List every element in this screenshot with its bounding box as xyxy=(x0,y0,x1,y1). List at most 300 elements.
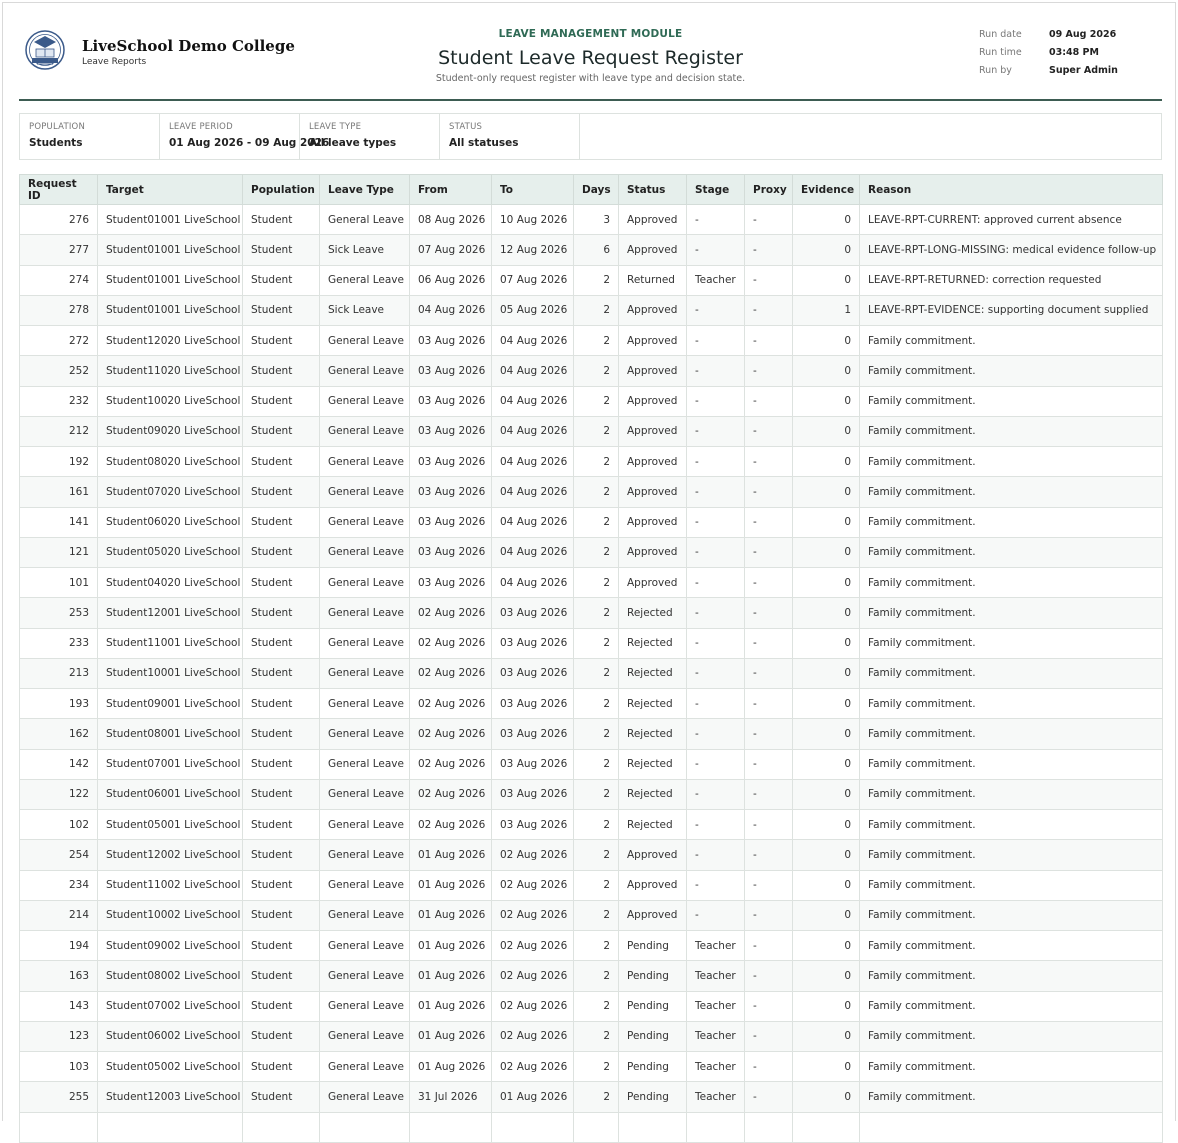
column-header-leave-type: Leave Type xyxy=(320,175,410,205)
cell-status: Rejected xyxy=(619,689,687,719)
cell-reason: Family commitment. xyxy=(860,719,1163,749)
filter-leave-type xyxy=(300,114,440,159)
cell-request-id: 103 xyxy=(20,1052,98,1082)
cell-to: 04 Aug 2026 xyxy=(492,326,574,356)
filter-label: LEAVE TYPE xyxy=(309,122,362,132)
cell-days: 2 xyxy=(574,931,619,961)
cell-days: 2 xyxy=(574,326,619,356)
cell-proxy: - xyxy=(745,477,793,507)
cell-request-id: 162 xyxy=(20,719,98,749)
table-row[interactable] xyxy=(20,900,1163,930)
cell-evidence: 0 xyxy=(793,749,860,779)
cell-to: 04 Aug 2026 xyxy=(492,356,574,386)
cell-stage: Teacher xyxy=(687,931,745,961)
table-row[interactable] xyxy=(20,447,1163,477)
cell-proxy: - xyxy=(745,235,793,265)
cell-reason: Family commitment. xyxy=(860,658,1163,688)
cell-population: Student xyxy=(243,658,320,688)
cell-target: Student12001 LiveSchool xyxy=(98,598,243,628)
cell-status: Approved xyxy=(619,326,687,356)
cell-evidence: 1 xyxy=(793,295,860,325)
cell-to: 02 Aug 2026 xyxy=(492,961,574,991)
cell-stage: - xyxy=(687,386,745,416)
cell-stage: Teacher xyxy=(687,1052,745,1082)
cell-request-id: 272 xyxy=(20,326,98,356)
cell-evidence: 0 xyxy=(793,205,860,235)
cell-proxy: - xyxy=(745,416,793,446)
cell-stage: - xyxy=(687,477,745,507)
cell-to: 04 Aug 2026 xyxy=(492,386,574,416)
cell-to: 10 Aug 2026 xyxy=(492,205,574,235)
cell-population: Student xyxy=(243,265,320,295)
cell-reason: Family commitment. xyxy=(860,1082,1163,1112)
cell-reason xyxy=(860,1112,1163,1142)
cell-population: Student xyxy=(243,810,320,840)
table-row[interactable] xyxy=(20,1082,1163,1112)
cell-request-id: 274 xyxy=(20,265,98,295)
cell-stage: - xyxy=(687,810,745,840)
cell-from: 07 Aug 2026 xyxy=(410,235,492,265)
cell-request-id: 142 xyxy=(20,749,98,779)
cell-from: 06 Aug 2026 xyxy=(410,265,492,295)
cell-population: Student xyxy=(243,628,320,658)
cell-evidence: 0 xyxy=(793,386,860,416)
cell-days: 3 xyxy=(574,205,619,235)
cell-status: Rejected xyxy=(619,779,687,809)
cell-to: 02 Aug 2026 xyxy=(492,870,574,900)
cell-from: 01 Aug 2026 xyxy=(410,1052,492,1082)
table-row[interactable] xyxy=(20,386,1163,416)
cell-days: 6 xyxy=(574,235,619,265)
table-header-row xyxy=(20,175,1163,205)
cell-population: Student xyxy=(243,235,320,265)
cell-from: 03 Aug 2026 xyxy=(410,537,492,567)
cell-population: Student xyxy=(243,447,320,477)
report-header xyxy=(19,3,1162,101)
cell-target: Student07020 LiveSchool xyxy=(98,477,243,507)
column-header-evidence: Evidence xyxy=(793,175,860,205)
cell-days: 2 xyxy=(574,447,619,477)
cell-proxy: - xyxy=(745,870,793,900)
column-header-stage: Stage xyxy=(687,175,745,205)
cell-target: Student06001 LiveSchool xyxy=(98,779,243,809)
cell-reason: LEAVE-RPT-LONG-MISSING: medical evidence follow-up xyxy=(860,235,1163,265)
cell-target: Student10020 LiveSchool xyxy=(98,386,243,416)
cell-stage: - xyxy=(687,719,745,749)
table-row[interactable] xyxy=(20,416,1163,446)
cell-reason: LEAVE-RPT-EVIDENCE: supporting document supplied xyxy=(860,295,1163,325)
column-header-population: Population xyxy=(243,175,320,205)
cell-evidence: 0 xyxy=(793,235,860,265)
table-row[interactable] xyxy=(20,628,1163,658)
filter-value: Students xyxy=(29,137,83,149)
cell-evidence: 0 xyxy=(793,779,860,809)
cell-target: Student01001 LiveSchool xyxy=(98,265,243,295)
column-header-from: From xyxy=(410,175,492,205)
cell-stage: Teacher xyxy=(687,265,745,295)
table-row[interactable] xyxy=(20,719,1163,749)
cell-stage xyxy=(687,1112,745,1142)
cell-stage: - xyxy=(687,356,745,386)
cell-population: Student xyxy=(243,537,320,567)
table-row[interactable] xyxy=(20,840,1163,870)
cell-leave-type: General Leave xyxy=(320,658,410,688)
table-row[interactable] xyxy=(20,205,1163,235)
cell-proxy: - xyxy=(745,1082,793,1112)
table-row[interactable] xyxy=(20,658,1163,688)
cell-request-id: 232 xyxy=(20,386,98,416)
table-row[interactable] xyxy=(20,1052,1163,1082)
cell-request-id: 123 xyxy=(20,1021,98,1051)
cell-proxy: - xyxy=(745,810,793,840)
cell-target: Student06020 LiveSchool xyxy=(98,507,243,537)
cell-reason: Family commitment. xyxy=(860,447,1163,477)
filter-population xyxy=(20,114,160,159)
cell-from: 03 Aug 2026 xyxy=(410,386,492,416)
cell-leave-type: General Leave xyxy=(320,749,410,779)
column-header-request-id: Request ID xyxy=(20,175,98,205)
report-category: Leave Reports xyxy=(82,57,147,67)
cell-to: 04 Aug 2026 xyxy=(492,447,574,477)
table-row[interactable] xyxy=(20,961,1163,991)
cell-reason: Family commitment. xyxy=(860,870,1163,900)
cell-request-id: 277 xyxy=(20,235,98,265)
meta-label: Run time xyxy=(979,47,1022,58)
cell-reason: Family commitment. xyxy=(860,689,1163,719)
column-header-days: Days xyxy=(574,175,619,205)
cell-status: Approved xyxy=(619,507,687,537)
cell-population: Student xyxy=(243,1021,320,1051)
cell-days: 2 xyxy=(574,477,619,507)
cell-proxy: - xyxy=(745,447,793,477)
cell-from: 01 Aug 2026 xyxy=(410,1021,492,1051)
cell-leave-type: General Leave xyxy=(320,568,410,598)
meta-run-by xyxy=(979,65,1118,83)
cell-request-id: 101 xyxy=(20,568,98,598)
cell-leave-type: General Leave xyxy=(320,779,410,809)
table-row[interactable] xyxy=(20,749,1163,779)
cell-stage: - xyxy=(687,416,745,446)
cell-reason: Family commitment. xyxy=(860,507,1163,537)
cell-status xyxy=(619,1112,687,1142)
filter-value: 01 Aug 2026 - 09 Aug 2026 xyxy=(169,137,330,149)
cell-request-id: 214 xyxy=(20,900,98,930)
filter-summary xyxy=(19,113,1162,160)
cell-to: 03 Aug 2026 xyxy=(492,719,574,749)
cell-target: Student04020 LiveSchool xyxy=(98,568,243,598)
cell-stage: Teacher xyxy=(687,991,745,1021)
cell-status: Approved xyxy=(619,205,687,235)
cell-proxy: - xyxy=(745,779,793,809)
cell-to: 07 Aug 2026 xyxy=(492,265,574,295)
column-header-proxy: Proxy xyxy=(745,175,793,205)
cell-reason: Family commitment. xyxy=(860,326,1163,356)
cell-request-id: 121 xyxy=(20,537,98,567)
cell-days: 2 xyxy=(574,507,619,537)
cell-stage: - xyxy=(687,598,745,628)
cell-stage: - xyxy=(687,658,745,688)
cell-evidence: 0 xyxy=(793,628,860,658)
cell-status: Rejected xyxy=(619,628,687,658)
cell-evidence: 0 xyxy=(793,447,860,477)
table-row[interactable] xyxy=(20,779,1163,809)
table-row[interactable] xyxy=(20,1021,1163,1051)
cell-from: 02 Aug 2026 xyxy=(410,598,492,628)
cell-stage: - xyxy=(687,235,745,265)
table-row[interactable] xyxy=(20,598,1163,628)
table-row[interactable] xyxy=(20,477,1163,507)
cell-target: Student05001 LiveSchool xyxy=(98,810,243,840)
cell-population: Student xyxy=(243,386,320,416)
cell-from: 03 Aug 2026 xyxy=(410,477,492,507)
column-header-to: To xyxy=(492,175,574,205)
cell-reason: Family commitment. xyxy=(860,779,1163,809)
cell-request-id: 122 xyxy=(20,779,98,809)
cell-reason: Family commitment. xyxy=(860,386,1163,416)
cell-reason: Family commitment. xyxy=(860,961,1163,991)
cell-to: 04 Aug 2026 xyxy=(492,537,574,567)
cell-request-id xyxy=(20,1112,98,1142)
cell-evidence: 0 xyxy=(793,1021,860,1051)
table-body xyxy=(20,205,1163,1143)
column-header-target: Target xyxy=(98,175,243,205)
cell-to: 04 Aug 2026 xyxy=(492,568,574,598)
filter-value: All leave types xyxy=(309,137,397,149)
meta-value: 09 Aug 2026 xyxy=(1049,29,1117,40)
cell-target: Student10002 LiveSchool xyxy=(98,900,243,930)
cell-leave-type: Sick Leave xyxy=(320,235,410,265)
cell-leave-type: General Leave xyxy=(320,991,410,1021)
cell-to: 04 Aug 2026 xyxy=(492,416,574,446)
cell-population: Student xyxy=(243,870,320,900)
cell-request-id: 163 xyxy=(20,961,98,991)
cell-status: Rejected xyxy=(619,598,687,628)
cell-population: Student xyxy=(243,1082,320,1112)
cell-status: Approved xyxy=(619,295,687,325)
cell-days: 2 xyxy=(574,568,619,598)
cell-reason: Family commitment. xyxy=(860,991,1163,1021)
cell-leave-type: General Leave xyxy=(320,265,410,295)
cell-population xyxy=(243,1112,320,1142)
cell-to: 02 Aug 2026 xyxy=(492,900,574,930)
cell-leave-type: General Leave xyxy=(320,507,410,537)
table-row[interactable] xyxy=(20,507,1163,537)
table-row[interactable] xyxy=(20,326,1163,356)
cell-evidence: 0 xyxy=(793,961,860,991)
cell-status: Approved xyxy=(619,447,687,477)
cell-days: 2 xyxy=(574,961,619,991)
cell-from: 01 Aug 2026 xyxy=(410,931,492,961)
cell-leave-type: General Leave xyxy=(320,537,410,567)
cell-proxy: - xyxy=(745,598,793,628)
cell-population: Student xyxy=(243,689,320,719)
cell-stage: - xyxy=(687,295,745,325)
table-row[interactable] xyxy=(20,810,1163,840)
cell-from: 08 Aug 2026 xyxy=(410,205,492,235)
cell-leave-type: General Leave xyxy=(320,840,410,870)
cell-stage: - xyxy=(687,900,745,930)
cell-proxy: - xyxy=(745,991,793,1021)
cell-population: Student xyxy=(243,568,320,598)
cell-from: 03 Aug 2026 xyxy=(410,416,492,446)
cell-request-id: 213 xyxy=(20,658,98,688)
page-title: Student Leave Request Register xyxy=(438,47,743,69)
cell-target: Student01001 LiveSchool xyxy=(98,205,243,235)
cell-days: 2 xyxy=(574,598,619,628)
cell-leave-type: General Leave xyxy=(320,416,410,446)
meta-value: Super Admin xyxy=(1049,65,1118,76)
cell-stage: - xyxy=(687,628,745,658)
cell-to: 03 Aug 2026 xyxy=(492,658,574,688)
cell-population: Student xyxy=(243,719,320,749)
cell-leave-type: General Leave xyxy=(320,961,410,991)
meta-run-time xyxy=(979,47,1118,65)
meta-label: Run by xyxy=(979,65,1012,76)
table-row[interactable] xyxy=(20,1112,1163,1142)
cell-stage: - xyxy=(687,507,745,537)
cell-status: Approved xyxy=(619,416,687,446)
cell-days: 2 xyxy=(574,1021,619,1051)
cell-to: 03 Aug 2026 xyxy=(492,749,574,779)
cell-proxy: - xyxy=(745,326,793,356)
cell-from: 02 Aug 2026 xyxy=(410,628,492,658)
cell-evidence: 0 xyxy=(793,477,860,507)
cell-from: 01 Aug 2026 xyxy=(410,961,492,991)
meta-value: 03:48 PM xyxy=(1049,47,1099,58)
cell-days xyxy=(574,1112,619,1142)
table-row[interactable] xyxy=(20,991,1163,1021)
cell-evidence: 0 xyxy=(793,870,860,900)
cell-target: Student01001 LiveSchool xyxy=(98,295,243,325)
cell-proxy: - xyxy=(745,265,793,295)
cell-from: 04 Aug 2026 xyxy=(410,295,492,325)
cell-status: Approved xyxy=(619,900,687,930)
cell-from: 01 Aug 2026 xyxy=(410,840,492,870)
cell-proxy: - xyxy=(745,1052,793,1082)
leave-request-table xyxy=(19,174,1163,1143)
cell-stage: - xyxy=(687,205,745,235)
cell-stage: - xyxy=(687,689,745,719)
cell-leave-type: General Leave xyxy=(320,1052,410,1082)
cell-leave-type: General Leave xyxy=(320,447,410,477)
filter-status xyxy=(440,114,580,159)
table-row[interactable] xyxy=(20,870,1163,900)
cell-status: Approved xyxy=(619,840,687,870)
column-header-status: Status xyxy=(619,175,687,205)
cell-reason: Family commitment. xyxy=(860,810,1163,840)
cell-target: Student08020 LiveSchool xyxy=(98,447,243,477)
table-row[interactable] xyxy=(20,235,1163,265)
cell-evidence: 0 xyxy=(793,1082,860,1112)
cell-days: 2 xyxy=(574,991,619,1021)
cell-reason: Family commitment. xyxy=(860,568,1163,598)
cell-days: 2 xyxy=(574,658,619,688)
cell-evidence: 0 xyxy=(793,537,860,567)
cell-target: Student09001 LiveSchool xyxy=(98,689,243,719)
table-row[interactable] xyxy=(20,568,1163,598)
cell-days: 2 xyxy=(574,779,619,809)
cell-status: Rejected xyxy=(619,810,687,840)
cell-proxy: - xyxy=(745,205,793,235)
cell-leave-type: General Leave xyxy=(320,810,410,840)
filter-label: LEAVE PERIOD xyxy=(169,122,233,132)
cell-target: Student09020 LiveSchool xyxy=(98,416,243,446)
cell-reason: Family commitment. xyxy=(860,900,1163,930)
cell-status: Returned xyxy=(619,265,687,295)
table-row[interactable] xyxy=(20,356,1163,386)
cell-days: 2 xyxy=(574,295,619,325)
cell-target: Student07001 LiveSchool xyxy=(98,749,243,779)
cell-reason: LEAVE-RPT-CURRENT: approved current absence xyxy=(860,205,1163,235)
table-row[interactable] xyxy=(20,931,1163,961)
cell-request-id: 102 xyxy=(20,810,98,840)
cell-status: Approved xyxy=(619,870,687,900)
cell-status: Approved xyxy=(619,356,687,386)
meta-label: Run date xyxy=(979,29,1022,40)
cell-reason: Family commitment. xyxy=(860,931,1163,961)
cell-reason: Family commitment. xyxy=(860,840,1163,870)
run-meta xyxy=(979,29,1118,83)
cell-evidence: 0 xyxy=(793,265,860,295)
cell-population: Student xyxy=(243,749,320,779)
cell-population: Student xyxy=(243,991,320,1021)
table-row[interactable] xyxy=(20,537,1163,567)
cell-leave-type: General Leave xyxy=(320,719,410,749)
cell-request-id: 253 xyxy=(20,598,98,628)
cell-target: Student01001 LiveSchool xyxy=(98,235,243,265)
cell-request-id: 234 xyxy=(20,870,98,900)
cell-days: 2 xyxy=(574,870,619,900)
cell-status: Rejected xyxy=(619,658,687,688)
table-row[interactable] xyxy=(20,689,1163,719)
cell-days: 2 xyxy=(574,1052,619,1082)
cell-status: Approved xyxy=(619,386,687,416)
college-name: LiveSchool Demo College xyxy=(82,37,295,55)
cell-reason: Family commitment. xyxy=(860,477,1163,507)
cell-to: 12 Aug 2026 xyxy=(492,235,574,265)
cell-population: Student xyxy=(243,961,320,991)
cell-stage: - xyxy=(687,870,745,900)
cell-request-id: 278 xyxy=(20,295,98,325)
cell-proxy: - xyxy=(745,386,793,416)
cell-to: 03 Aug 2026 xyxy=(492,779,574,809)
table-row[interactable] xyxy=(20,265,1163,295)
cell-target: Student12020 LiveSchool xyxy=(98,326,243,356)
table-row[interactable] xyxy=(20,295,1163,325)
cell-reason: Family commitment. xyxy=(860,598,1163,628)
cell-status: Approved xyxy=(619,568,687,598)
cell-proxy: - xyxy=(745,628,793,658)
cell-target: Student09002 LiveSchool xyxy=(98,931,243,961)
cell-proxy: - xyxy=(745,840,793,870)
cell-leave-type: General Leave xyxy=(320,386,410,416)
cell-leave-type: General Leave xyxy=(320,598,410,628)
cell-request-id: 161 xyxy=(20,477,98,507)
cell-from: 01 Aug 2026 xyxy=(410,870,492,900)
cell-status: Pending xyxy=(619,931,687,961)
filter-leave-period xyxy=(160,114,330,159)
cell-population: Student xyxy=(243,477,320,507)
cell-evidence: 0 xyxy=(793,931,860,961)
cell-population: Student xyxy=(243,1052,320,1082)
cell-from: 03 Aug 2026 xyxy=(410,568,492,598)
cell-evidence: 0 xyxy=(793,658,860,688)
cell-status: Approved xyxy=(619,235,687,265)
cell-days: 2 xyxy=(574,749,619,779)
filter-label: POPULATION xyxy=(29,122,85,132)
module-label: LEAVE MANAGEMENT MODULE xyxy=(498,28,683,40)
cell-leave-type: General Leave xyxy=(320,900,410,930)
